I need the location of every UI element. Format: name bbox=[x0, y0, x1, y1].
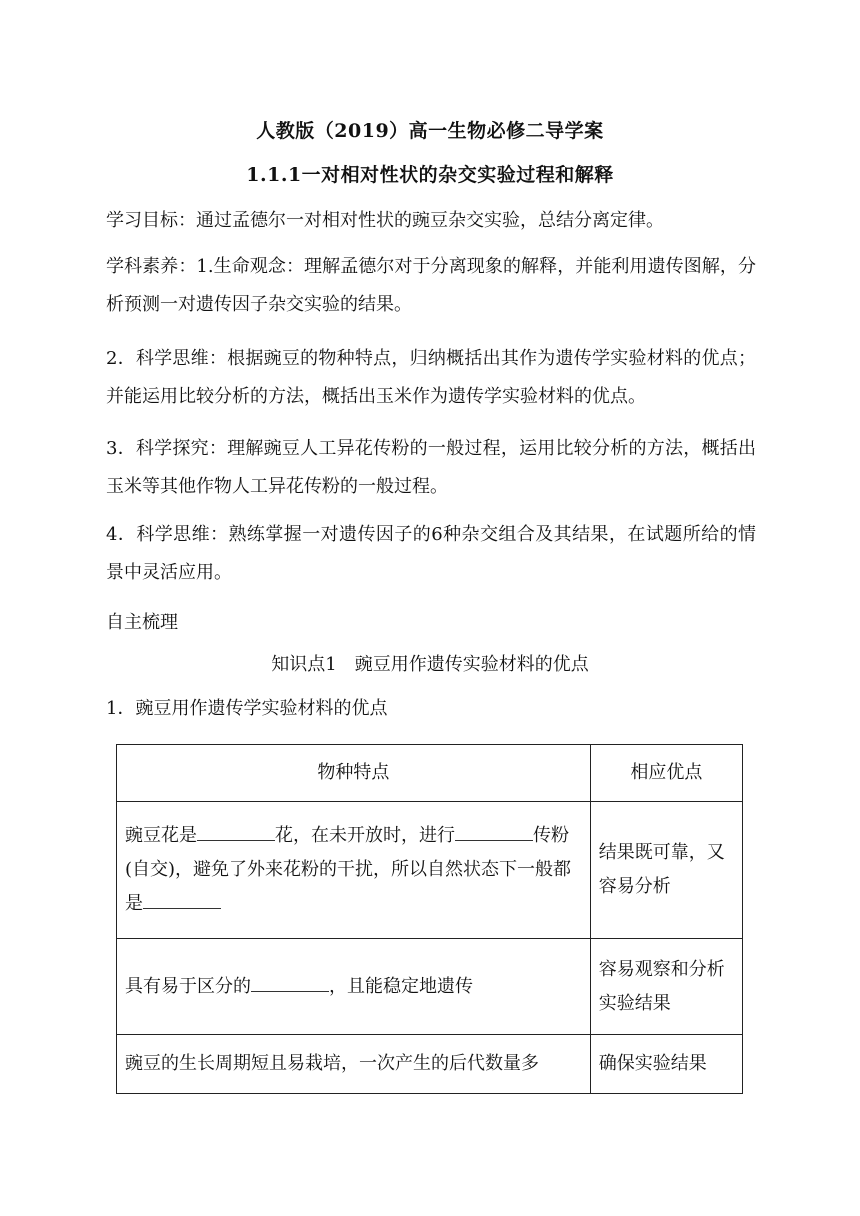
document-title: 人教版（2019）高一生物必修二导学案 bbox=[256, 120, 604, 142]
table-row bbox=[117, 939, 743, 1035]
fill-blank[interactable] bbox=[251, 990, 329, 992]
table-header-row bbox=[117, 745, 743, 802]
feature-cell bbox=[117, 939, 591, 1035]
literacy-item-3: 3．科学探究：理解豌豆人工异花传粉的一般过程，运用比较分析的方法，概括出玉米等其他作物人工异花传粉的一般过程。 bbox=[106, 438, 756, 497]
advantage-cell: 容易观察和分析实验结果 bbox=[590, 939, 742, 1035]
feature-text: ，且能稳定地遗传 bbox=[329, 975, 473, 997]
knowledge-point-heading: 知识点1 豌豆用作遗传实验材料的优点 bbox=[271, 654, 589, 675]
feature-text: 豌豆花是 bbox=[125, 825, 197, 846]
feature-cell bbox=[117, 802, 591, 939]
feature-text: 具有易于区分的 bbox=[125, 975, 251, 997]
fill-blank[interactable] bbox=[455, 839, 533, 841]
literacy-item-4: 4．科学思维：熟练掌握一对遗传因子的6种杂交组合及其结果，在试题所给的情景中灵活应用。 bbox=[106, 524, 756, 583]
point-heading: 1．豌豆用作遗传学实验材料的优点 bbox=[106, 698, 388, 719]
advantages-table bbox=[116, 744, 743, 1094]
feature-text: 花，在未开放时，进行 bbox=[275, 825, 455, 846]
feature-cell: 豌豆的生长周期短且易栽培，一次产生的后代数量多 bbox=[117, 1035, 591, 1094]
table-row bbox=[117, 1035, 743, 1094]
advantage-cell: 确保实验结果 bbox=[590, 1035, 742, 1094]
fill-blank[interactable] bbox=[143, 907, 221, 909]
header-feature: 物种特点 bbox=[117, 745, 591, 802]
literacy-item-2: 2．科学思维：根据豌豆的物种特点，归纳概括出其作为遗传学实验材料的优点；并能运用比较分析的方法，概括出玉米作为遗传学实验材料的优点。 bbox=[106, 348, 756, 407]
advantage-cell: 结果既可靠，又容易分析 bbox=[590, 802, 742, 939]
header-advantage: 相应优点 bbox=[590, 745, 742, 802]
literacy-item-1: 学科素养：1.生命观念：理解孟德尔对于分离现象的解释，并能利用遗传图解，分析预测一对遗传因子杂交实验的结果。 bbox=[106, 256, 756, 315]
lesson-title: 1.1.1一对相对性状的杂交实验过程和解释 bbox=[246, 164, 614, 186]
learning-goal: 学习目标：通过孟德尔一对相对性状的豌豆杂交实验，总结分离定律。 bbox=[106, 210, 664, 231]
section-heading: 自主梳理 bbox=[106, 612, 178, 633]
feature-text: 传粉(自交)，避免了外来花粉的干扰，所以自然状态下一般都是 bbox=[125, 825, 572, 914]
table-row bbox=[117, 802, 743, 939]
fill-blank[interactable] bbox=[197, 839, 275, 841]
